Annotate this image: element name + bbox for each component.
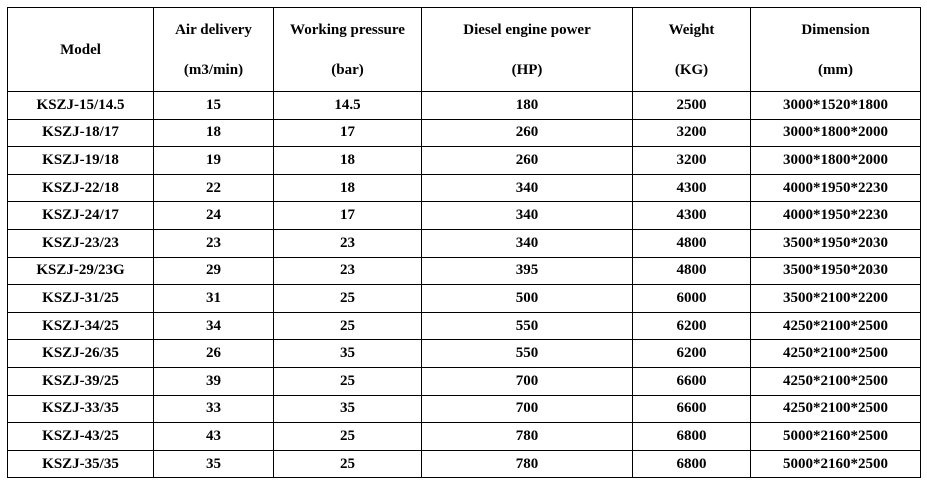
cell-weight: 3200 [633,147,751,175]
cell-engine-power: 340 [422,202,633,230]
cell-weight: 4800 [633,257,751,285]
cell-model: KSZJ-35/35 [8,450,154,478]
cell-working-pressure: 25 [274,285,422,313]
cell-dimension: 4250*2100*2500 [751,367,921,395]
cell-engine-power: 780 [422,450,633,478]
cell-air-delivery: 35 [154,450,274,478]
table-row [8,395,921,423]
cell-engine-power: 260 [422,147,633,175]
cell-engine-power: 780 [422,423,633,451]
table-row [8,285,921,313]
table-row [8,202,921,230]
table-row [8,312,921,340]
cell-engine-power: 340 [422,174,633,202]
cell-engine-power: 700 [422,367,633,395]
cell-air-delivery: 39 [154,367,274,395]
cell-dimension: 4250*2100*2500 [751,312,921,340]
table-body [8,92,921,478]
header-air-delivery [154,8,274,92]
cell-dimension: 3500*1950*2030 [751,257,921,285]
cell-dimension: 3500*2100*2200 [751,285,921,313]
header-engine-power-label: Diesel engine power [463,21,591,38]
cell-model: KSZJ-33/35 [8,395,154,423]
cell-weight: 6200 [633,312,751,340]
cell-model: KSZJ-15/14.5 [8,92,154,120]
header-dimension-unit: (mm) [818,61,853,78]
header-weight-label: Weight [668,21,715,38]
table-row [8,340,921,368]
table-header [8,8,921,92]
table-row [8,174,921,202]
cell-dimension: 4000*1950*2230 [751,174,921,202]
cell-air-delivery: 18 [154,119,274,147]
cell-weight: 6200 [633,340,751,368]
cell-dimension: 3000*1520*1800 [751,92,921,120]
cell-working-pressure: 18 [274,174,422,202]
cell-engine-power: 500 [422,285,633,313]
cell-model: KSZJ-39/25 [8,367,154,395]
cell-working-pressure: 23 [274,257,422,285]
cell-model: KSZJ-26/35 [8,340,154,368]
cell-model: KSZJ-19/18 [8,147,154,175]
cell-engine-power: 180 [422,92,633,120]
header-engine-power-unit: (HP) [511,61,543,78]
cell-dimension: 4250*2100*2500 [751,340,921,368]
cell-working-pressure: 35 [274,395,422,423]
header-working-pressure-label: Working pressure [290,21,405,38]
cell-engine-power: 550 [422,340,633,368]
table-row [8,119,921,147]
header-working-pressure-unit: (bar) [331,61,364,78]
cell-engine-power: 395 [422,257,633,285]
cell-working-pressure: 25 [274,312,422,340]
table-row [8,229,921,257]
cell-working-pressure: 23 [274,229,422,257]
header-model-label: Model [60,41,101,58]
cell-model: KSZJ-18/17 [8,119,154,147]
table-row [8,450,921,478]
cell-weight: 6600 [633,367,751,395]
cell-dimension: 4250*2100*2500 [751,395,921,423]
header-model [8,8,154,92]
table-row [8,367,921,395]
header-dimension-label: Dimension [801,21,870,38]
table-row [8,257,921,285]
cell-dimension: 5000*2160*2500 [751,450,921,478]
header-row [8,8,921,92]
cell-weight: 6000 [633,285,751,313]
cell-weight: 4800 [633,229,751,257]
cell-working-pressure: 14.5 [274,92,422,120]
header-air-delivery-unit: (m3/min) [183,61,244,78]
cell-engine-power: 700 [422,395,633,423]
cell-engine-power: 550 [422,312,633,340]
cell-air-delivery: 22 [154,174,274,202]
cell-dimension: 3000*1800*2000 [751,147,921,175]
cell-working-pressure: 18 [274,147,422,175]
cell-air-delivery: 15 [154,92,274,120]
cell-model: KSZJ-43/25 [8,423,154,451]
cell-air-delivery: 31 [154,285,274,313]
cell-model: KSZJ-23/23 [8,229,154,257]
cell-working-pressure: 17 [274,202,422,230]
cell-air-delivery: 19 [154,147,274,175]
cell-air-delivery: 43 [154,423,274,451]
header-weight [633,8,751,92]
cell-air-delivery: 33 [154,395,274,423]
cell-working-pressure: 35 [274,340,422,368]
cell-working-pressure: 25 [274,367,422,395]
cell-air-delivery: 23 [154,229,274,257]
cell-weight: 4300 [633,202,751,230]
table-row [8,147,921,175]
cell-model: KSZJ-34/25 [8,312,154,340]
cell-model: KSZJ-24/17 [8,202,154,230]
cell-weight: 6800 [633,450,751,478]
cell-air-delivery: 24 [154,202,274,230]
cell-model: KSZJ-29/23G [8,257,154,285]
table-row [8,423,921,451]
cell-weight: 2500 [633,92,751,120]
cell-air-delivery: 26 [154,340,274,368]
cell-model: KSZJ-22/18 [8,174,154,202]
cell-air-delivery: 29 [154,257,274,285]
header-weight-unit: (KG) [674,61,709,78]
cell-weight: 6600 [633,395,751,423]
cell-dimension: 3500*1950*2030 [751,229,921,257]
header-dimension [751,8,921,92]
table-row [8,92,921,120]
cell-dimension: 3000*1800*2000 [751,119,921,147]
cell-engine-power: 260 [422,119,633,147]
header-air-delivery-label: Air delivery [175,21,252,38]
cell-air-delivery: 34 [154,312,274,340]
header-engine-power [422,8,633,92]
cell-weight: 3200 [633,119,751,147]
cell-working-pressure: 25 [274,450,422,478]
header-working-pressure [274,8,422,92]
cell-model: KSZJ-31/25 [8,285,154,313]
cell-weight: 4300 [633,174,751,202]
spec-table [7,7,921,478]
cell-engine-power: 340 [422,229,633,257]
cell-working-pressure: 17 [274,119,422,147]
cell-dimension: 4000*1950*2230 [751,202,921,230]
cell-dimension: 5000*2160*2500 [751,423,921,451]
cell-weight: 6800 [633,423,751,451]
cell-working-pressure: 25 [274,423,422,451]
